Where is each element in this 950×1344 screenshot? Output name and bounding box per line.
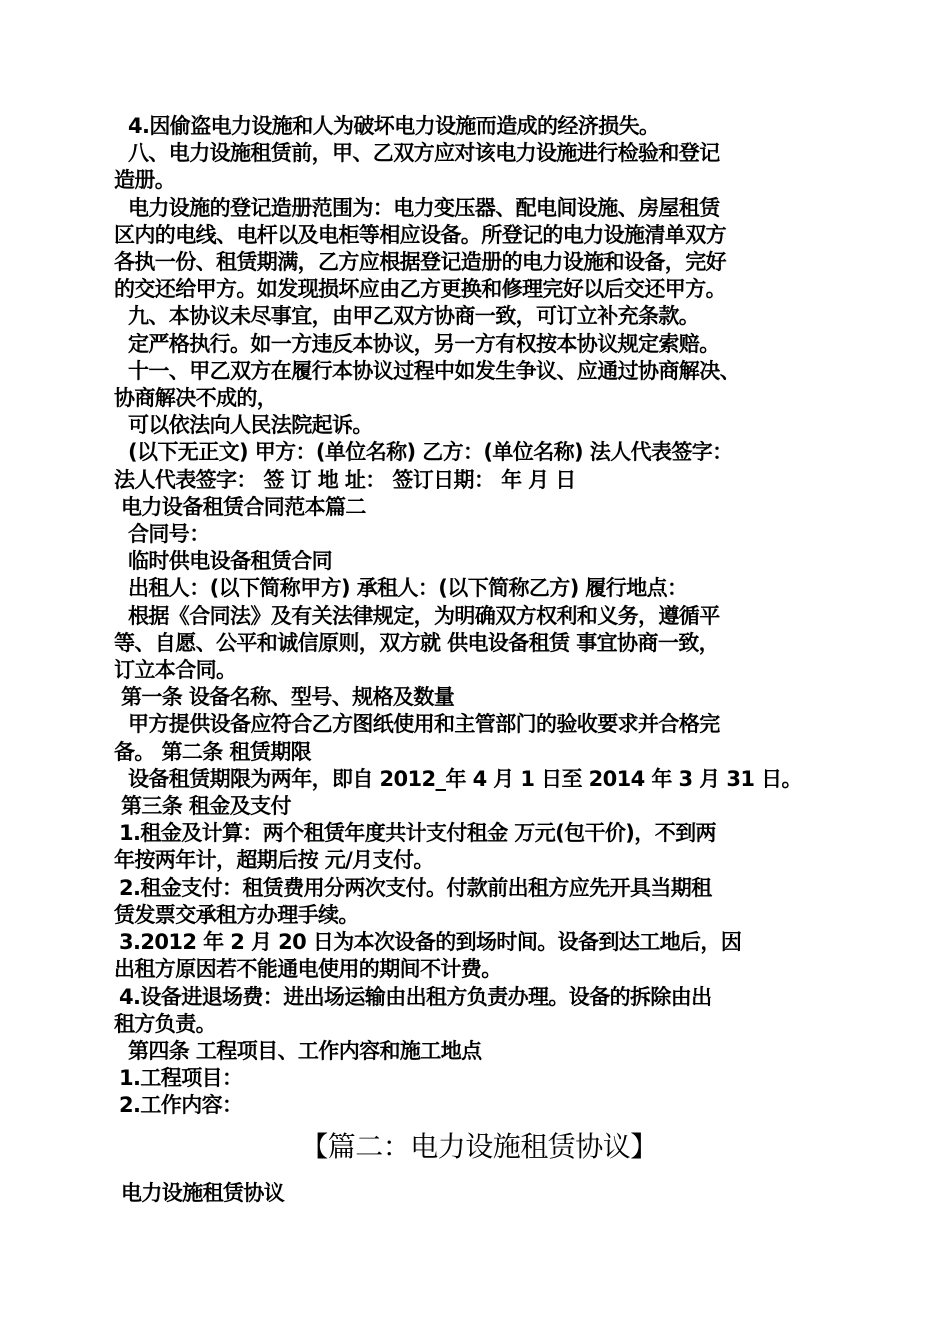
text-line: 租方负责。 bbox=[114, 1011, 216, 1036]
text-line: 定严格执行。如一方违反本协议，另一方有权按本协议规定索赔。 bbox=[128, 331, 720, 356]
text-line: 十一、甲乙双方在履行本协议过程中如发生争议、应通过协商解决、 bbox=[128, 358, 740, 383]
text-line: 根据《合同法》及有关法律规定，为明确双方权利和义务，遵循平 bbox=[128, 603, 720, 628]
text-line: 电力设施的登记造册范围为：电力变压器、配电间设施、房屋租赁 bbox=[128, 195, 720, 220]
text-line: 第一条 设备名称、型号、规格及数量 bbox=[121, 685, 455, 710]
text-line: 甲方提供设备应符合乙方图纸使用和主管部门的验收要求并合格完 bbox=[128, 712, 720, 737]
text-line: 出租方原因若不能通电使用的期间不计费。 bbox=[114, 957, 502, 982]
text-line: 法人代表签字： 签 订 地 址： 签订日期： 年 月 日 bbox=[114, 467, 576, 492]
text-line: (以下无正文) 甲方：(单位名称) 乙方：(单位名称) 法人代表签字： bbox=[128, 440, 733, 465]
text-line: 可以依法向人民法院起诉。 bbox=[128, 413, 373, 438]
text-line: 临时供电设备租赁合同 bbox=[128, 549, 332, 574]
text-line: 第三条 租金及支付 bbox=[121, 794, 291, 819]
text-line: 第四条 工程项目、工作内容和施工地点 bbox=[128, 1038, 482, 1063]
text-line: 等、自愿、公平和诚信原则，双方就 供电设备租赁 事宜协商一致， bbox=[114, 630, 720, 655]
text-line: 九、本协议未尽事宜，由甲乙双方协商一致，可订立补充条款。 bbox=[128, 304, 700, 329]
text-line: 1.租金及计算：两个租赁年度共计支付租金 万元(包干价)，不到两 bbox=[119, 821, 716, 846]
text-line: 年按两年计，超期后按 元/月支付。 bbox=[114, 848, 434, 873]
text-line: 1.工程项目： bbox=[119, 1066, 243, 1091]
text-line: 协商解决不成的， bbox=[114, 386, 278, 411]
text-line: 设备租赁期限为两年，即自 2012_年 4 月 1 日至 2014 年 3 月 31 日。 bbox=[128, 766, 802, 791]
section-heading: 【篇二：电力设施租赁协议】 bbox=[300, 1129, 658, 1163]
text-line: 2.租金支付：租赁费用分两次支付。付款前出租方应先开具当期租 bbox=[119, 875, 712, 900]
section-subtitle: 电力设施租赁协议 bbox=[121, 1180, 285, 1205]
text-line: 4.因偷盗电力设施和人为破坏电力设施而造成的经济损失。 bbox=[128, 114, 660, 138]
text-line: 2.工作内容： bbox=[119, 1093, 243, 1118]
text-line: 的交还给甲方。如发现损坏应由乙方更换和修理完好以后交还甲方。 bbox=[114, 277, 726, 302]
text-line: 3.2012 年 2 月 20 日为本次设备的到场时间。设备到达工地后，因 bbox=[119, 930, 742, 955]
text-line: 各执一份、租赁期满，乙方应根据登记造册的电力设施和设备，完好 bbox=[114, 250, 726, 275]
text-line: 八、电力设施租赁前，甲、乙双方应对该电力设施进行检验和登记 bbox=[128, 141, 720, 166]
text-line: 赁发票交承租方办理手续。 bbox=[114, 902, 359, 927]
text-line: 区内的电线、电杆以及电柜等相应设备。所登记的电力设施清单双方 bbox=[114, 222, 726, 247]
text-line: 订立本合同。 bbox=[114, 658, 237, 683]
text-line: 合同号： bbox=[128, 522, 210, 547]
text-line: 电力设备租赁合同范本篇二 bbox=[121, 494, 366, 519]
document-page bbox=[114, 113, 844, 1207]
text-line: 造册。 bbox=[114, 168, 176, 193]
text-line: 4.设备进退场费：进出场运输由出租方负责办理。设备的拆除由出 bbox=[119, 984, 712, 1009]
text-line: 备。 第二条 租赁期限 bbox=[114, 739, 312, 764]
text-line: 出租人：(以下简称甲方) 承租人：(以下简称乙方) 履行地点： bbox=[128, 576, 688, 601]
